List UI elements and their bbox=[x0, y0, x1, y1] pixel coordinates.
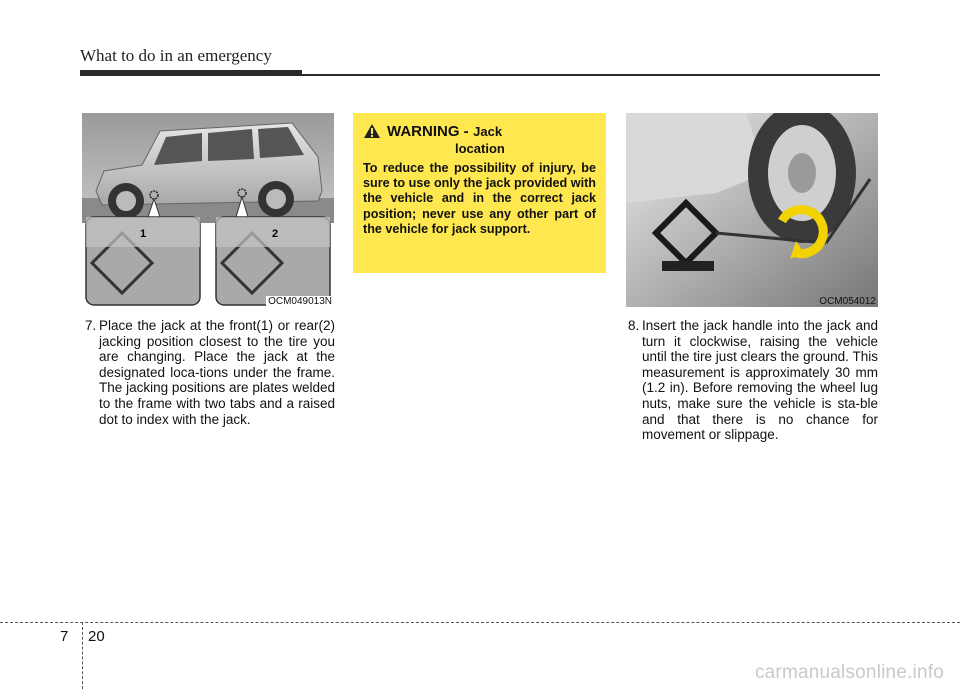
step-8 bbox=[628, 318, 878, 443]
vehicle-illustration bbox=[82, 113, 334, 307]
jack-illustration bbox=[626, 113, 878, 307]
warning-triangle-icon bbox=[363, 123, 381, 139]
warning-subtitle-2: location bbox=[455, 141, 505, 156]
page-number: 20 bbox=[88, 628, 105, 645]
step-8-number: 8. bbox=[628, 318, 640, 333]
callout-1: 1 bbox=[140, 228, 147, 240]
step-7 bbox=[85, 318, 335, 427]
watermark: carmanualsonline.info bbox=[754, 662, 944, 683]
jacking-points-figure bbox=[82, 113, 334, 307]
warning-box bbox=[353, 113, 606, 273]
figure-code-jacking-points: OCM049013N bbox=[268, 296, 332, 307]
footer-rule bbox=[0, 622, 960, 623]
step-8-text: Insert the jack handle into the jack and turn it clockwise, raising the vehicle until the tire just clears the ground. This measurement is approximately 30 mm (1.2 in). Before removing the wheel lug nuts, make sure the vehicle is sta-ble and that there is no chance for movement or slippage. bbox=[642, 318, 878, 443]
step-7-number: 7. bbox=[85, 318, 97, 333]
warning-subtitle: Jack bbox=[473, 124, 503, 139]
page-chapter: 7 bbox=[60, 628, 69, 645]
warning-text: To reduce the possibility of injury, be sure to use only the jack provided with the vehicle and in the correct jack position; never use any other part of the vehicle for jack support. bbox=[363, 161, 596, 236]
step-7-text: Place the jack at the front(1) or rear(2) jacking position closest to the tire you are changing. Place the jack at the designated loca-tions under the frame. The jacking positions are plates welded to the frame with two tabs and a raised dot to index with the jack. bbox=[99, 318, 335, 427]
header-rule bbox=[80, 70, 880, 76]
callout-2: 2 bbox=[272, 228, 279, 240]
jack-handle-figure bbox=[626, 113, 878, 307]
warning-title: WARNING - bbox=[387, 123, 469, 140]
figure-code-jack-handle: OCM054012 bbox=[819, 296, 876, 307]
header-title: What to do in an emergency bbox=[80, 46, 272, 65]
footer-divider bbox=[82, 622, 83, 689]
